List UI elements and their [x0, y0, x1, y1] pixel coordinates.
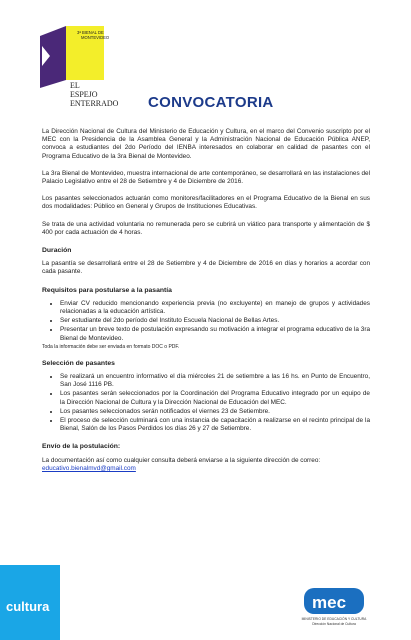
paragraph-bienal: La 3ra Bienal de Montevideo, muestra internacional de arte contemporáneo, se desarrollará en las instalaciones del Palacio Legislativo entre el 28 de Setiembre y 4 de Diciembre de 2016.	[42, 169, 370, 186]
heading-envio: Envío de la postulación:	[42, 443, 121, 451]
list-item: • Se realizará un encuentro informativo el día miércoles 21 de setiembre a las 16 hs. en Punto de Encuentro, San José 1116 PB.	[60, 373, 370, 389]
bienal-logo	[40, 22, 132, 114]
logo-text-5: ENTERRADO	[70, 99, 119, 108]
mec-logo	[298, 588, 370, 628]
page-title: CONVOCATORIA	[148, 94, 274, 111]
heading-requisitos: Requisitos para postularse a la pasantía	[42, 286, 172, 294]
paragraph-viatico: Se trata de una actividad voluntaria no remunerada pero se cubrirá un viático para transporte y alimentación de $ 400 por cada actuación de 4 horas.	[42, 220, 370, 236]
paragraph-envio: La documentación así como cualquier consulta deberá enviarse a la siguiente dirección de correo:	[42, 456, 321, 464]
requisitos-list	[42, 300, 370, 343]
paragraph-pasantes: Los pasantes seleccionados actuarán como monitores/facilitadores en el Programa Educativo de la Bienal en sus dos modalidades: Público en General y Grupos de Instituciones Educativas.	[42, 195, 370, 211]
logo-text-1: 3ª BIENAL DE	[77, 30, 104, 35]
list-item: • Los pasantes seleccionados serán notificados el viernes 23 de Setiembre.	[60, 408, 370, 416]
mec-subtitle-1: MINISTERIO DE EDUCACIÓN Y CULTURA	[301, 617, 367, 621]
logo-text-3: EL	[70, 81, 80, 90]
paragraph-intro: La Dirección Nacional de Cultura del Ministerio de Educación y Cultura, en el marco del Convenio suscripto por el MEC con la Presidencia de la Asamblea General y la Administración Nacional de Educación Pública ANEP, convoca a estudiantes del 2do Período del IENBA interesados en colaborar en calidad de pasantes con el Programa Educativo de la 3ra Bienal de Montevideo.	[42, 128, 370, 160]
heading-seleccion: Selección de pasantes	[42, 359, 115, 367]
document-body	[42, 128, 370, 473]
paragraph-duracion: La pasantía se desarrollará entre el 28 de Setiembre y 4 de Diciembre de 2016 en días y horarios a acordar con cada pasante.	[42, 260, 370, 276]
list-item: • El proceso de selección culminará con una instancia de capacitación a realizarse en el recinto principal de la Bienal, Salón de los Pasos Perdidos los días 26 y 27 de Setiembre.	[60, 417, 370, 433]
heading-duracion: Duración	[42, 247, 72, 255]
mec-subtitle-2: Dirección Nacional de Cultura	[312, 622, 356, 626]
format-note: Toda la información debe ser enviada en formato DOC o PDF.	[42, 343, 180, 350]
list-item: • Ser estudiante del 2do período del Instituto Escuela Nacional de Bellas Artes.	[60, 317, 370, 325]
mec-text: mec	[312, 593, 347, 612]
email-link[interactable]: educativo.bienalmvd@gmail.com	[42, 464, 136, 472]
cultura-text: cultura	[6, 599, 50, 614]
list-item: • Presentar un breve texto de postulación expresando su motivación a integrar el programa educativo de la 3ra Bienal de Montevideo.	[60, 326, 370, 342]
logo-text-2: MONTEVIDEO	[81, 35, 110, 40]
logo-text-4: ESPEJO	[70, 90, 98, 99]
list-item: • Los pasantes serán seleccionados por la Coordinación del Programa Educativo integrado por un equipo de la Dirección Nacional de Cultura y la Dirección Nacional de Educación del MEC.	[60, 390, 370, 406]
seleccion-list	[42, 373, 370, 433]
list-item: • Enviar CV reducido mencionando experiencia previa (no excluyente) en manejo de grupos y actividades relacionadas a la educación artística.	[60, 300, 370, 316]
cultura-logo	[0, 565, 78, 640]
